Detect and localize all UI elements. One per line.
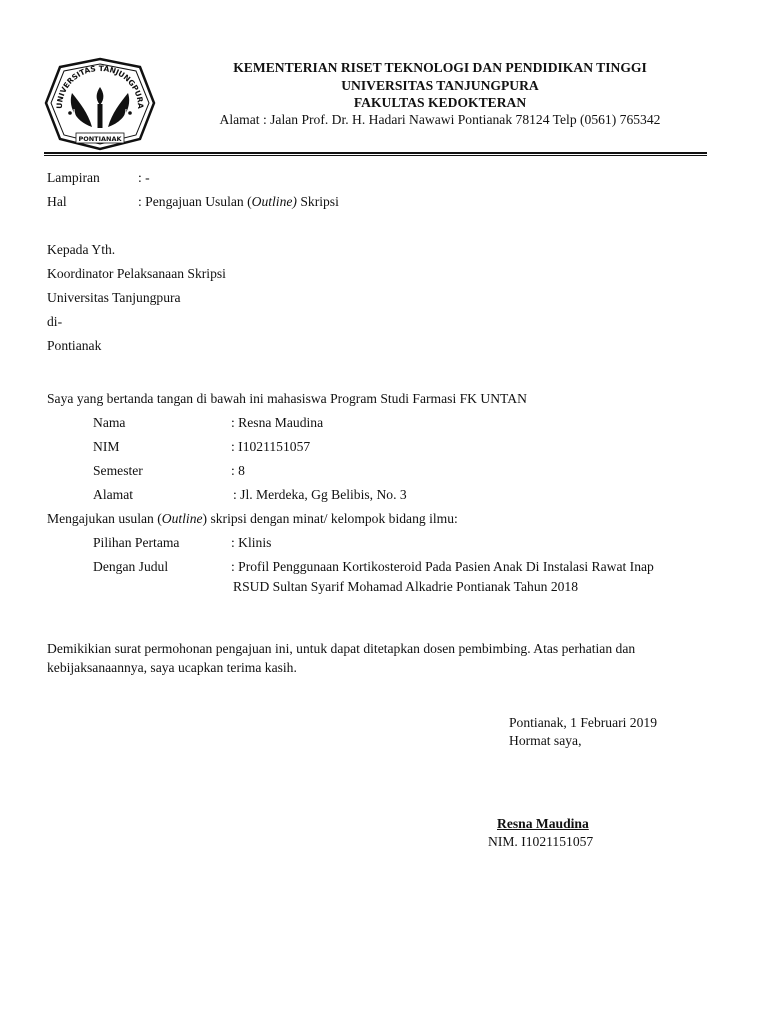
recipient-line-5: Pontianak [47, 338, 102, 353]
pilihan-label: Pilihan Pertama [93, 535, 180, 550]
hal-value: : Pengajuan Usulan (Outline) Skripsi [138, 194, 339, 209]
lampiran-value: : - [138, 170, 150, 185]
closing-line-2: kebijaksanaannya, saya ucapkan terima kasih. [47, 660, 297, 675]
semester-value: : 8 [231, 463, 245, 478]
recipient-line-1: Kepada Yth. [47, 242, 116, 257]
judul-line-1: : Profil Penggunaan Kortikosteroid Pada Pasien Anak Di Instalasi Rawat Inap [231, 559, 654, 574]
header-ministry: KEMENTERIAN RISET TEKNOLOGI DAN PENDIDIKAN TINGGI [233, 60, 647, 75]
recipient-line-3: Universitas Tanjungpura [47, 290, 181, 305]
lampiran-label: Lampiran [47, 170, 100, 185]
nama-label: Nama [93, 415, 126, 430]
body-intro: Saya yang bertanda tangan di bawah ini mahasiswa Program Studi Farmasi FK UNTAN [47, 391, 527, 406]
header-address: Alamat : Jalan Prof. Dr. H. Hadari Nawawi Pontianak 78124 Telp (0561) 765342 [219, 112, 661, 127]
alamat-value: : Jl. Merdeka, Gg Belibis, No. 3 [233, 487, 407, 502]
logo-arc-text: UNIVERSITAS TANJUNGPURA [54, 63, 146, 109]
nim-value: : I1021151057 [231, 439, 311, 454]
recipient-line-2: Koordinator Pelaksanaan Skripsi [47, 266, 226, 281]
header-faculty: FAKULTAS KEDOKTERAN [353, 95, 527, 110]
university-logo [44, 57, 156, 151]
judul-label: Dengan Judul [93, 559, 169, 574]
pilihan-value: : Klinis [231, 535, 272, 550]
signature-greeting: Hormat saya, [509, 733, 582, 748]
closing-line-1: Demikikian surat permohonan pengajuan ini, untuk dapat ditetapkan dosen pembimbing. Atas perhatian dan [47, 641, 636, 656]
header-divider-thick [44, 152, 707, 154]
hal-label: Hal [47, 194, 67, 209]
signature-name: Resna Maudina [497, 816, 589, 831]
nama-value: : Resna Maudina [231, 415, 324, 430]
signature-nim: NIM. I1021151057 [488, 834, 594, 849]
header-divider-thin [44, 155, 707, 156]
nim-label: NIM [93, 439, 120, 454]
alamat-label: Alamat [93, 487, 134, 502]
header-university: UNIVERSITAS TANJUNGPURA [341, 78, 539, 93]
recipient-line-4: di- [47, 314, 63, 329]
judul-line-2: RSUD Sultan Syarif Mohamad Alkadrie Pontianak Tahun 2018 [233, 579, 579, 594]
logo-bottom-text: PONTIANAK [78, 135, 122, 143]
semester-label: Semester [93, 463, 143, 478]
proposal-intro: Mengajukan usulan (Outline) skripsi dengan minat/ kelompok bidang ilmu: [47, 511, 458, 526]
signature-place-date: Pontianak, 1 Februari 2019 [509, 715, 657, 730]
